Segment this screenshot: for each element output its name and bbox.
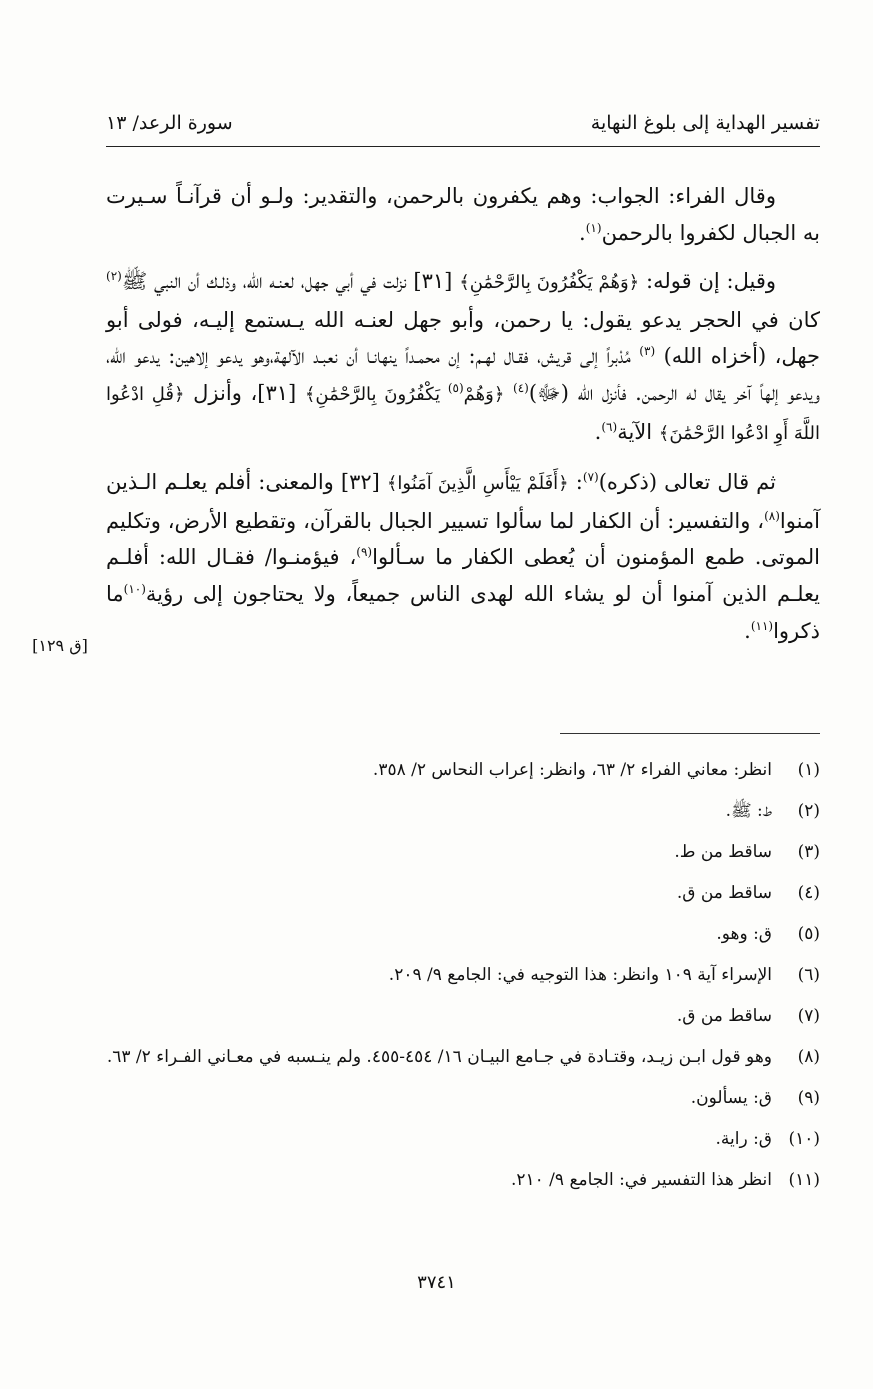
- footnote-item: [106, 1002, 820, 1030]
- quran-verse: ﴿قُلِ ادْعُوا اللَّهَ أَوِ ادْعُوا الرَّحْمَٰنَ﴾: [106, 383, 820, 444]
- footnote-item: [106, 756, 820, 784]
- text-run: .: [594, 419, 602, 444]
- quran-verse: يَكْفُرُونَ بِالرَّحْمَٰنِ﴾: [304, 383, 448, 405]
- text-run: [٣١]، وأنزل: [184, 380, 305, 405]
- footnote-number: (٤): [797, 883, 820, 903]
- footnote-item: [106, 1084, 820, 1112]
- footnote-text: ساقط من ط.: [674, 842, 772, 862]
- footnote-text: ق: يسألون.: [690, 1088, 772, 1108]
- surah-label: سورة الرعد/ ١٣: [106, 112, 233, 134]
- footnote-number: (١١): [788, 1170, 820, 1190]
- footnote-ref: (٥): [447, 380, 464, 395]
- footnote-number: (٢): [797, 801, 820, 821]
- footnote-item: [106, 797, 820, 825]
- footnote-item: [106, 838, 820, 866]
- text-run: ، فيؤمنـوا/ فقـال الله: أفلـم يعلـم الذين آمنوا أن لو يشاء الله لهدى الناس جميعاً، ولا يحتاجون إلى رؤية: [106, 545, 820, 606]
- footnote-text: ق: وهو.: [716, 924, 772, 944]
- footnote-text: وهو قول ابـن زيـد، وقتـادة في جـامع البيـان ١٦/ ٤٥٤-٤٥٥. ولم ينـسبه في معـاني الفـراء ٢/ ٦٣.: [106, 1047, 772, 1067]
- text-run: وقيل: إن قوله:: [639, 269, 776, 294]
- text-run: مُدْبراً إلى قريش، فقـال لهـم: إن محمـداً ينهانـا أن نعبـد الآلهة،وهو يدعو إلاهين: يدعو الله، ويدعو إلهاً آخر يقال له الرحمن. فأنزل الله (ﷻ): [106, 344, 820, 405]
- footnote-number: (٩): [797, 1088, 820, 1108]
- footnote-ref: (١٠): [123, 581, 146, 596]
- footnote-ref: (١١): [750, 618, 774, 633]
- footnote-number: (١٠): [788, 1129, 820, 1149]
- paragraph: [106, 178, 820, 251]
- footnote-number: (٦): [797, 965, 820, 985]
- footnote-text: انظر هذا التفسير في: الجامع ٩/ ٢١٠.: [510, 1170, 772, 1190]
- footnote-ref: (٦): [601, 419, 618, 434]
- footnote-number: (٧): [797, 1006, 820, 1026]
- footnote-ref: (٢): [106, 269, 122, 284]
- text-run: [٣١] نزلت في أبي جهل، لعنـه الله، وذلـك أن النبي ﷺ: [121, 269, 460, 294]
- text-run: الآية: [617, 419, 659, 444]
- text-run: :: [568, 470, 583, 495]
- footnote-number: (٨): [797, 1047, 820, 1067]
- footnotes: [106, 756, 820, 1207]
- footnote-text: الإسراء آية ١٠٩ وانظر: هذا التوجيه في: الجامع ٩/ ٢٠٩.: [388, 965, 772, 985]
- text-run: ما ذكروا: [106, 581, 820, 643]
- main-text: [106, 178, 820, 661]
- page-number: ٣٧٤١: [417, 1272, 456, 1293]
- footnote-text: ساقط من ق.: [676, 883, 772, 903]
- footnote-ref: (١): [585, 220, 602, 235]
- text-run: [504, 381, 513, 405]
- footnote-text: ط: ﷺ.: [725, 801, 772, 821]
- header-rule: [106, 146, 820, 147]
- text-run: ، والتفسير: أن الكفار لما سألوا تسيير الجبال بالقرآن، وتقطيع الأرض، وتكليم الموتى. طمع المؤمنون أن يُعطى الكفار ما سـألوا: [106, 508, 820, 570]
- footnote-number: (١): [797, 760, 820, 780]
- book-title: تفسير الهداية إلى بلوغ النهاية: [590, 112, 820, 134]
- quran-verse: ﴿أَفَلَمْ يَيْأَسِ الَّذِينَ آمَنُوا﴾: [386, 473, 569, 495]
- manuscript-margin-note: [ق ١٢٩]: [32, 636, 88, 655]
- text-run: ثم قال تعالى (ذكره): [598, 470, 776, 495]
- footnote-ref: (٩): [356, 545, 373, 560]
- footnote-number: (٣): [797, 842, 820, 862]
- footnote-ref: (٨): [764, 508, 780, 523]
- footnote-text: انظر: معاني الفراء ٢/ ٦٣، وانظر: إعراب النحاس ٢/ ٣٥٨.: [372, 760, 772, 780]
- footnote-text: ساقط من ق.: [676, 1006, 772, 1026]
- footnote-separator: [560, 733, 820, 734]
- text-run: .: [579, 220, 586, 245]
- footnote-ref: (٤): [513, 380, 529, 395]
- quran-verse: ﴿وَهُمْ يَكْفُرُونَ بِالرَّحْمَٰنِ﴾: [459, 272, 640, 294]
- running-header: [106, 110, 820, 144]
- footnote-item: [106, 920, 820, 948]
- footnote-item: [106, 1166, 820, 1194]
- footnote-ref: (٧): [582, 470, 599, 485]
- footnote-item: [106, 1043, 820, 1071]
- text-run: وقال الفراء: الجواب: وهم يكفرون بالرحمن، والتقدير: ولـو أن قرآنـاً سـيرت به الجبال لكفروا بالرحمن: [106, 184, 820, 245]
- footnote-number: (٥): [797, 924, 820, 944]
- footnote-text: ق: راية.: [715, 1129, 772, 1149]
- footnote-item: [106, 1125, 820, 1153]
- text-run: كان في الحجر يدعو يقول: يا رحمن، وأبو جهل لعنـه الله يـستمع إليـه، فولى أبو جهل، (أخزاه الله): [106, 307, 820, 369]
- quran-verse: ﴿وَهُمْ: [463, 383, 505, 405]
- footnote-item: [106, 961, 820, 989]
- paragraph: [106, 464, 820, 649]
- paragraph: [106, 263, 820, 452]
- footnote-item: [106, 879, 820, 907]
- footnote-ref: (٣): [639, 344, 656, 359]
- text-run: .: [744, 618, 751, 643]
- text-run: [٣٢] والمعنى: أفلم يعلـم الـذين آمنوا: [106, 470, 820, 533]
